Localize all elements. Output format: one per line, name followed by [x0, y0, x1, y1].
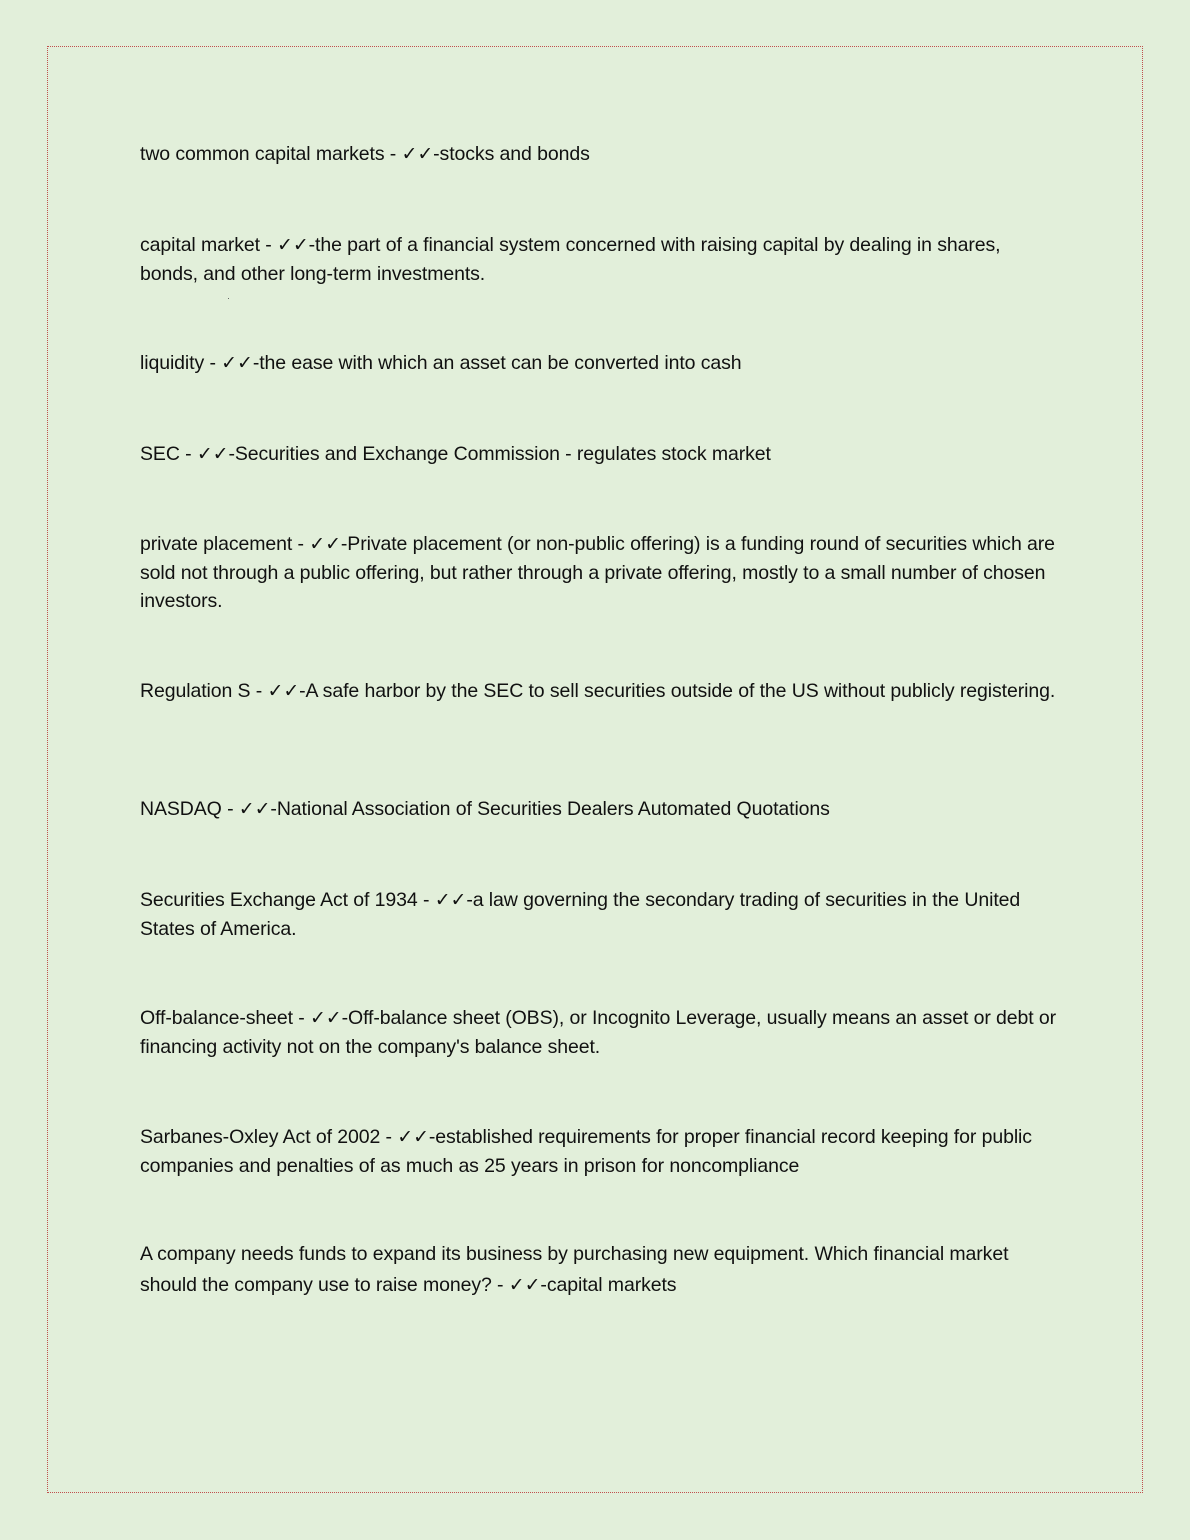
- double-check-icon: ✓✓: [196, 443, 229, 465]
- entry-term: Off-balance-sheet -: [140, 1007, 310, 1029]
- entry-definition: -the ease with which an asset can be converted into cash: [252, 352, 742, 374]
- entry-definition: -Off-balance sheet (OBS), or Incognito Leverage, usually means an asset or debt or financing activity not on the company's balance sheet.: [140, 1007, 1057, 1058]
- flashcard-entry: [140, 886, 1060, 943]
- entry-definition: -Securities and Exchange Commission - regulates stock market: [228, 443, 771, 465]
- entry-term: liquidity -: [140, 352, 222, 374]
- double-check-icon: ✓✓: [309, 1007, 342, 1029]
- flashcard-entry: [140, 530, 1060, 616]
- double-check-icon: ✓✓: [238, 798, 271, 820]
- entry-term: capital market -: [140, 234, 278, 256]
- entry-definition: -capital markets: [540, 1274, 677, 1296]
- entry-definition: -established requirements for proper financial record keeping for public companies and penalties of as much as 25 years in prison for noncompliance: [140, 1126, 1032, 1177]
- double-check-icon: ✓✓: [397, 1126, 429, 1148]
- flashcard-entry: [140, 677, 1060, 706]
- flashcard-entry: [140, 1004, 1060, 1061]
- entry-term: A company needs funds to expand its business by purchasing new equipment. Which financial market should the company use to raise money? -: [140, 1243, 1009, 1296]
- entry-term: SEC -: [140, 443, 197, 465]
- flashcard-entry: [140, 795, 1060, 824]
- double-check-icon: ✓✓: [434, 889, 467, 911]
- entry-term: Sarbanes-Oxley Act of 2002 -: [140, 1126, 398, 1148]
- entry-definition: -A safe harbor by the SEC to sell securities outside of the US without publicly registering.: [299, 680, 1056, 702]
- entry-definition: -a law governing the secondary trading of securities in the United States of America.: [140, 889, 1021, 940]
- double-check-icon: ✓✓: [267, 680, 300, 702]
- entry-definition: -National Association of Securities Dealers Automated Quotations: [270, 798, 830, 820]
- entry-term: NASDAQ -: [140, 798, 239, 820]
- flashcard-entry: [140, 1239, 1060, 1301]
- double-check-icon: ✓✓: [401, 143, 434, 165]
- double-check-icon: ✓✓: [277, 234, 309, 256]
- entry-definition: -stocks and bonds: [433, 143, 590, 165]
- flashcard-entry: [140, 440, 1060, 469]
- entry-term: private placement -: [140, 533, 310, 555]
- double-check-icon: ✓✓: [309, 533, 341, 555]
- entry-term: two common capital markets -: [140, 143, 402, 165]
- flashcard-entry: [140, 1123, 1060, 1180]
- flashcard-entry: [140, 231, 1060, 288]
- entry-definition: -the part of a financial system concerned with raising capital by dealing in shares, bonds, and other long-term investments.: [140, 234, 1001, 285]
- stray-mark: [228, 298, 229, 299]
- entry-term: Regulation S -: [140, 680, 268, 702]
- double-check-icon: ✓✓: [221, 352, 253, 374]
- entry-term: Securities Exchange Act of 1934 -: [140, 889, 435, 911]
- double-check-icon: ✓✓: [508, 1274, 541, 1296]
- flashcard-entry: [140, 349, 1060, 378]
- entry-definition: -Private placement (or non-public offering) is a funding round of securities which are sold not through a public offering, but rather through a private offering, mostly to a small number of chosen investors.: [140, 533, 1055, 612]
- flashcard-entry: [140, 140, 1060, 169]
